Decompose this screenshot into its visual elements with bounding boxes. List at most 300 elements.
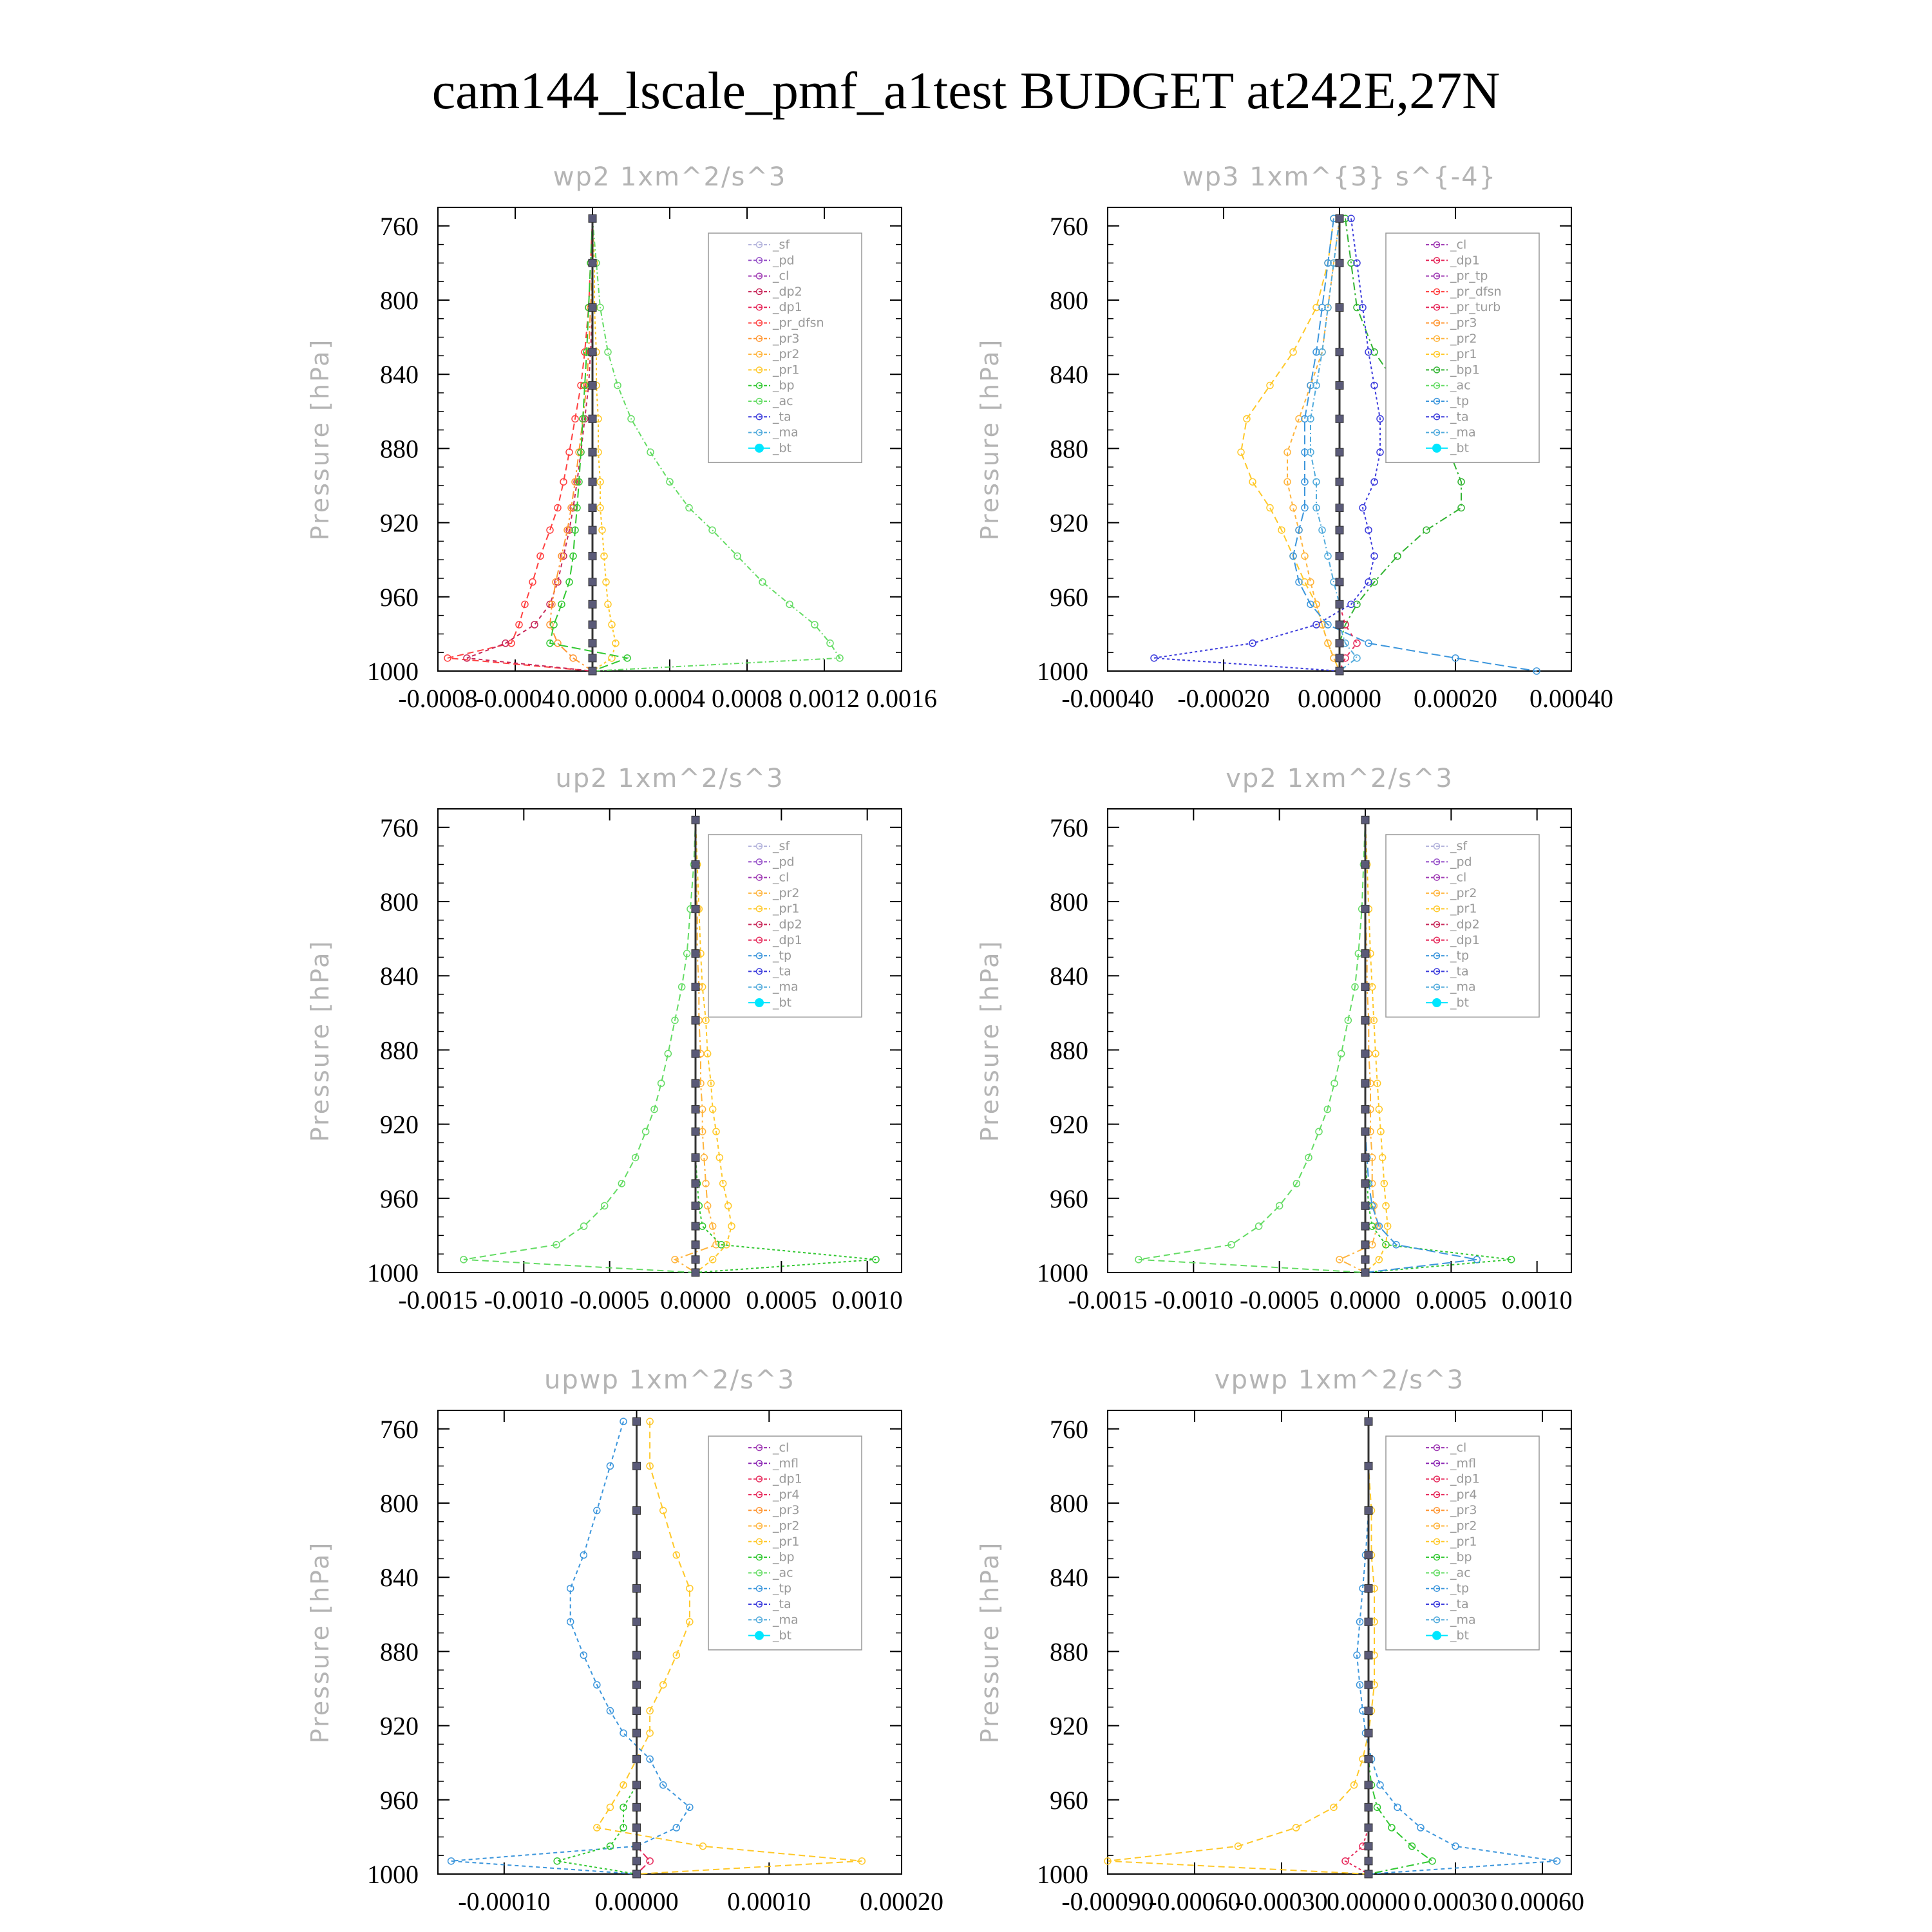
zero-profile-marker (589, 348, 596, 356)
legend (1386, 233, 1539, 462)
legend-label: _ta (1450, 1597, 1469, 1611)
chart-panel-5 (306, 1365, 943, 1916)
y-tick-label: 840 (380, 360, 419, 390)
data-point-tp (1394, 1804, 1401, 1810)
legend-label: _bt (773, 440, 792, 455)
zero-profile-marker (1336, 214, 1343, 222)
legend-label: _ac (1450, 1566, 1471, 1580)
x-tick-label: 0.00020 (860, 1887, 943, 1916)
legend-label: _cl (773, 269, 790, 283)
y-tick-label: 920 (1050, 1711, 1088, 1741)
zero-profile-marker (1361, 1128, 1369, 1135)
legend-label: _pr2 (1450, 1519, 1477, 1533)
legend-label: _pr2 (773, 1519, 800, 1533)
zero-profile-marker (633, 1729, 641, 1737)
zero-profile-marker (1365, 1681, 1372, 1689)
legend-marker (1432, 444, 1441, 453)
series-line-dp1 (448, 218, 592, 671)
legend-marker (1432, 998, 1441, 1007)
legend-label: _pr2 (773, 886, 800, 900)
chart-panel-6 (976, 1365, 1584, 1916)
data-point-pr1 (1267, 505, 1273, 511)
y-axis-label: Pressure [hPa] (306, 939, 334, 1142)
data-point-pr4 (647, 1858, 653, 1864)
y-tick-label: 960 (380, 1785, 419, 1815)
y-tick-label: 920 (1050, 508, 1088, 538)
y-axis-label: Pressure [hPa] (306, 337, 334, 541)
legend-label: _pr3 (773, 1503, 800, 1518)
x-tick-label: -0.0010 (1153, 1285, 1233, 1314)
zero-profile-marker (1365, 1824, 1372, 1832)
zero-profile-marker (1365, 1755, 1372, 1763)
panel-title: vpwp 1xm^2/s^3 (1214, 1365, 1465, 1395)
y-tick-label: 800 (1050, 1489, 1088, 1518)
zero-profile-marker (1361, 816, 1369, 824)
legend-label: _ma (1450, 425, 1476, 440)
y-tick-label: 760 (380, 1414, 419, 1444)
legend-label: _ta (773, 964, 791, 979)
panel-title: up2 1xm^2/s^3 (555, 764, 784, 793)
legend (708, 233, 862, 462)
legend-label: _ac (773, 394, 793, 408)
y-tick-label: 840 (1050, 360, 1088, 390)
y-tick-label: 840 (380, 961, 419, 991)
legend-label: _cl (1450, 238, 1467, 252)
x-tick-label: 0.0000 (1330, 1285, 1401, 1314)
legend-label: _ta (1450, 410, 1469, 424)
legend-label: _pd (773, 253, 795, 268)
zero-profile-marker (633, 1707, 641, 1715)
legend-label: _bt (1450, 440, 1470, 455)
zero-profile-marker (633, 1618, 641, 1625)
data-point-tp (620, 1730, 627, 1736)
y-tick-label: 920 (1050, 1110, 1088, 1139)
legend-label: _tp (773, 949, 792, 963)
x-tick-label: -0.0015 (1068, 1285, 1148, 1314)
y-tick-label: 1000 (367, 1258, 419, 1287)
x-tick-label: -0.00030 (1235, 1887, 1328, 1916)
x-tick-label: -0.0005 (1240, 1285, 1320, 1314)
legend-label: _tp (773, 1581, 792, 1596)
legend-label: _mfl (1450, 1456, 1476, 1471)
legend-label: _bt (1450, 996, 1470, 1010)
legend-label: _pr1 (773, 363, 800, 377)
data-point-ac (827, 640, 833, 647)
zero-profile-marker (589, 304, 596, 312)
data-point-dp1 (643, 1128, 649, 1135)
x-tick-label: 0.0005 (746, 1285, 817, 1314)
zero-profile-marker (692, 1106, 699, 1113)
legend-label: _pr_turb (1450, 300, 1501, 315)
zero-profile-marker (589, 578, 596, 586)
zero-profile-marker (1361, 1202, 1369, 1209)
legend-label: _mfl (773, 1456, 799, 1471)
y-tick-label: 1000 (1037, 657, 1088, 686)
zero-profile-marker (633, 1551, 641, 1559)
zero-profile-marker (589, 667, 596, 675)
zero-profile-marker (589, 621, 596, 629)
legend (1386, 835, 1539, 1017)
zero-profile-marker (1361, 1079, 1369, 1087)
zero-profile-marker (692, 1079, 699, 1087)
zero-profile-marker (1361, 1241, 1369, 1249)
data-point-ma (1354, 655, 1360, 661)
x-tick-label: 0.0005 (1416, 1285, 1487, 1314)
zero-profile-marker (1336, 578, 1343, 586)
x-tick-label: 0.0000 (660, 1285, 731, 1314)
zero-profile-marker (589, 552, 596, 560)
zero-profile-marker (1365, 1618, 1372, 1625)
panel-title: wp2 1xm^2/s^3 (553, 162, 787, 192)
y-tick-label: 1000 (1037, 1258, 1088, 1287)
legend-label: _bt (773, 996, 792, 1010)
x-tick-label: 0.00000 (594, 1887, 679, 1916)
zero-profile-marker (1365, 1584, 1372, 1592)
x-tick-label: 0.00000 (1298, 684, 1381, 713)
legend-label: _pr2 (1450, 331, 1477, 346)
zero-profile-marker (589, 259, 596, 267)
zero-profile-marker (1365, 1870, 1372, 1878)
zero-profile-marker (633, 1755, 641, 1763)
zero-profile-marker (1336, 348, 1343, 356)
legend-label: _pr_dfsn (773, 316, 824, 330)
data-point-tp (580, 1552, 587, 1558)
data-point-dp1 (529, 579, 536, 585)
zero-profile-marker (589, 415, 596, 422)
y-axis-label: Pressure [hPa] (976, 1540, 1004, 1744)
x-tick-label: 0.00040 (1530, 684, 1613, 713)
data-point-ac (709, 527, 715, 533)
legend-marker (1432, 1631, 1441, 1640)
y-tick-label: 800 (380, 286, 419, 315)
zero-profile-marker (1336, 504, 1343, 512)
zero-profile-marker (633, 1824, 641, 1832)
legend-label: _bp (1450, 1550, 1472, 1565)
legend-label: _dp2 (773, 284, 802, 299)
zero-profile-marker (589, 478, 596, 486)
legend-label: _dp1 (1450, 1472, 1480, 1486)
data-point-dp1 (1354, 640, 1360, 647)
zero-profile-marker (1336, 381, 1343, 389)
zero-profile-marker (692, 860, 699, 868)
y-tick-label: 840 (380, 1563, 419, 1593)
zero-profile-marker (692, 1153, 699, 1161)
legend-label: _ta (1450, 964, 1469, 979)
series-line-dp2 (467, 218, 592, 671)
legend-label: _dp1 (1450, 253, 1480, 268)
figure-title: cam144_lscale_pmf_a1test BUDGET at242E,27N (431, 61, 1501, 120)
y-axis-label: Pressure [hPa] (306, 1540, 334, 1744)
data-point-ac (786, 601, 793, 607)
data-point-dp1 (581, 1223, 587, 1229)
data-point-pr1 (607, 1804, 613, 1810)
legend-label: _pr1 (773, 902, 800, 916)
zero-profile-marker (1365, 1803, 1372, 1811)
legend-label: _bt (773, 1628, 792, 1643)
legend-label: _ac (773, 1566, 793, 1580)
y-tick-label: 960 (1050, 582, 1088, 612)
zero-profile-marker (1336, 600, 1343, 608)
zero-profile-marker (633, 1507, 641, 1515)
legend-label: _pr3 (1450, 316, 1477, 330)
legend-label: _tp (1450, 949, 1470, 963)
legend-label: _sf (773, 238, 790, 252)
legend-label: _pr1 (1450, 902, 1477, 916)
zero-profile-marker (1336, 478, 1343, 486)
legend-label: _pr3 (1450, 1503, 1477, 1518)
y-tick-label: 960 (1050, 1184, 1088, 1213)
x-tick-label: 0.00020 (1414, 684, 1497, 713)
zero-profile-marker (1365, 1842, 1372, 1850)
panel-title: upwp 1xm^2/s^3 (544, 1365, 795, 1395)
zero-profile-marker (1361, 1016, 1369, 1024)
zero-profile-marker (633, 1584, 641, 1592)
zero-profile-marker (1365, 1551, 1372, 1559)
zero-profile-marker (633, 1681, 641, 1689)
x-tick-label: 0.0004 (634, 684, 705, 713)
legend-label: _pr1 (773, 1534, 800, 1549)
data-point-pr1 (660, 1681, 667, 1688)
data-point-tp (1377, 1782, 1383, 1788)
zero-profile-marker (692, 905, 699, 913)
series-line-dp1 (464, 820, 696, 1273)
legend-label: _cl (773, 1441, 790, 1455)
x-tick-label: 0.00030 (1414, 1887, 1497, 1916)
legend-label: _dp1 (773, 1472, 802, 1486)
legend (1386, 1436, 1539, 1650)
y-tick-label: 840 (1050, 1563, 1088, 1593)
legend-label: _ma (1450, 1613, 1476, 1627)
zero-profile-marker (1336, 667, 1343, 675)
zero-profile-marker (692, 816, 699, 824)
legend-label: _pr2 (773, 347, 800, 362)
data-point-ac (686, 505, 692, 511)
x-tick-label: -0.0008 (398, 684, 478, 713)
chart-panels (306, 162, 1613, 1916)
data-point-bp (1388, 1824, 1395, 1831)
legend-label: _ma (773, 1613, 799, 1627)
zero-profile-marker (1361, 1106, 1369, 1113)
zero-profile-marker (633, 1857, 641, 1865)
legend-label: _bp1 (1450, 363, 1480, 377)
data-point-pr1 (1249, 478, 1256, 485)
series-line-tp (451, 1421, 690, 1874)
legend (708, 835, 862, 1017)
y-tick-label: 800 (1050, 887, 1088, 916)
legend-label: _pr3 (773, 331, 800, 346)
x-tick-label: -0.00060 (1148, 1887, 1241, 1916)
y-tick-label: 760 (1050, 211, 1088, 241)
legend-label: _ma (773, 980, 799, 994)
zero-profile-marker (1336, 448, 1343, 456)
zero-profile-marker (1336, 415, 1343, 422)
data-point-pr1 (1238, 449, 1244, 455)
legend-label: _dp1 (773, 933, 802, 947)
zero-profile-marker (1361, 1180, 1369, 1188)
y-tick-label: 920 (380, 1711, 419, 1741)
y-tick-label: 1000 (367, 1860, 419, 1889)
x-tick-label: -0.0015 (398, 1285, 478, 1314)
zero-profile-marker (589, 526, 596, 534)
x-tick-label: 0.00000 (1327, 1887, 1410, 1916)
zero-profile-marker (589, 381, 596, 389)
y-axis-label: Pressure [hPa] (976, 337, 1004, 541)
zero-profile-marker (692, 1016, 699, 1024)
zero-profile-marker (1361, 950, 1369, 958)
legend-label: _sf (773, 839, 790, 853)
y-tick-label: 920 (380, 508, 419, 538)
data-point-bp (1429, 1858, 1435, 1864)
zero-profile-marker (1365, 1651, 1372, 1659)
zero-profile-marker (1361, 860, 1369, 868)
zero-profile-marker (1365, 1417, 1372, 1425)
zero-profile-marker (1361, 1256, 1369, 1264)
legend-label: _cl (1450, 1441, 1467, 1455)
legend-label: _ma (773, 425, 799, 440)
zero-profile-marker (589, 654, 596, 662)
zero-profile-marker (1365, 1857, 1372, 1865)
y-tick-label: 920 (380, 1110, 419, 1139)
legend-label: _pr1 (1450, 347, 1477, 362)
series-line-bp (557, 1421, 637, 1874)
chart-panel-2 (976, 162, 1613, 713)
legend-marker (755, 998, 764, 1007)
legend-label: _ma (1450, 980, 1476, 994)
zero-profile-marker (1361, 1153, 1369, 1161)
zero-profile-marker (692, 1180, 699, 1188)
chart-panel-4 (976, 764, 1573, 1314)
legend-label: _pd (1450, 855, 1472, 869)
y-tick-label: 1000 (367, 657, 419, 686)
legend-label: _ta (773, 410, 791, 424)
data-point-bp1 (1394, 553, 1401, 559)
legend-label: _dp2 (1450, 917, 1480, 932)
y-axis-label: Pressure [hPa] (976, 939, 1004, 1142)
data-point-tp (673, 1824, 679, 1831)
zero-profile-marker (589, 504, 596, 512)
y-tick-label: 840 (1050, 961, 1088, 991)
zero-profile-marker (692, 1050, 699, 1057)
y-tick-label: 880 (1050, 434, 1088, 464)
x-tick-label: -0.00010 (458, 1887, 551, 1916)
y-tick-label: 800 (380, 887, 419, 916)
data-point-dp1 (1256, 1223, 1262, 1229)
zero-profile-marker (692, 983, 699, 990)
zero-profile-marker (589, 639, 596, 647)
x-tick-label: -0.00040 (1061, 684, 1154, 713)
legend-label: _pr_dfsn (1450, 284, 1502, 299)
y-tick-label: 800 (1050, 286, 1088, 315)
x-tick-label: 0.0010 (831, 1285, 903, 1314)
zero-profile-marker (633, 1842, 641, 1850)
x-tick-label: 0.00010 (727, 1887, 811, 1916)
y-tick-label: 1000 (1037, 1860, 1088, 1889)
zero-profile-marker (589, 448, 596, 456)
series-line-pr1 (1108, 1421, 1374, 1874)
x-tick-label: -0.00090 (1061, 1887, 1154, 1916)
legend-marker (755, 1631, 764, 1640)
x-tick-label: 0.0012 (789, 684, 860, 713)
data-point-dp1 (1276, 1202, 1283, 1209)
zero-profile-marker (692, 1128, 699, 1135)
zero-profile-marker (1336, 526, 1343, 534)
zero-profile-marker (1336, 654, 1343, 662)
y-tick-label: 760 (1050, 813, 1088, 842)
y-tick-label: 760 (1050, 1414, 1088, 1444)
panel-title: vp2 1xm^2/s^3 (1226, 764, 1454, 793)
zero-profile-marker (1361, 1222, 1369, 1230)
zero-profile-marker (1365, 1507, 1372, 1515)
zero-profile-marker (692, 1241, 699, 1249)
series-line-ta (1154, 218, 1380, 671)
zero-profile-marker (589, 600, 596, 608)
x-tick-label: -0.0004 (475, 684, 555, 713)
y-tick-label: 800 (380, 1489, 419, 1518)
y-tick-label: 880 (1050, 1637, 1088, 1667)
zero-profile-marker (1336, 621, 1343, 629)
legend-label: _pr4 (1450, 1487, 1477, 1502)
zero-profile-marker (1361, 905, 1369, 913)
legend-label: _pr2 (1450, 886, 1477, 900)
y-tick-label: 880 (380, 1036, 419, 1065)
legend-label: _bp (773, 378, 795, 393)
legend-label: _pd (773, 855, 795, 869)
zero-profile-marker (633, 1870, 641, 1878)
legend-label: _pr_tp (1450, 269, 1488, 283)
legend-label: _pr1 (1450, 1534, 1477, 1549)
zero-profile-marker (692, 1269, 699, 1276)
legend-label: _ac (1450, 378, 1471, 393)
series-line-ma (1311, 218, 1357, 671)
series-line-dp1 (1139, 820, 1365, 1273)
zero-profile-marker (692, 1202, 699, 1209)
data-point-bp (551, 621, 557, 628)
legend-marker (755, 444, 764, 453)
legend-label: _cl (1450, 870, 1467, 885)
x-tick-label: -0.0005 (570, 1285, 650, 1314)
x-tick-label: 0.0010 (1501, 1285, 1573, 1314)
chart-panel-1 (306, 162, 937, 713)
y-tick-label: 960 (380, 1184, 419, 1213)
zero-profile-marker (589, 214, 596, 222)
data-point-dp1 (1316, 1128, 1322, 1135)
y-tick-label: 960 (380, 582, 419, 612)
zero-profile-marker (1365, 1707, 1372, 1715)
legend-label: _dp1 (773, 300, 802, 315)
legend-label: _tp (1450, 1581, 1470, 1596)
legend-label: _bp (773, 1550, 795, 1565)
y-tick-label: 960 (1050, 1785, 1088, 1815)
x-tick-label: 0.0008 (712, 684, 782, 713)
zero-profile-marker (692, 950, 699, 958)
zero-profile-marker (1361, 983, 1369, 990)
legend-label: _pr4 (773, 1487, 800, 1502)
zero-profile-marker (633, 1417, 641, 1425)
x-tick-label: 0.0016 (866, 684, 937, 713)
legend-label: _ta (773, 1597, 791, 1611)
y-tick-label: 760 (380, 813, 419, 842)
chart-panel-3 (306, 764, 903, 1314)
y-tick-label: 880 (1050, 1036, 1088, 1065)
zero-profile-marker (633, 1462, 641, 1470)
legend-label: _tp (1450, 394, 1470, 408)
y-tick-label: 760 (380, 211, 419, 241)
y-tick-label: 880 (380, 434, 419, 464)
legend-label: _dp1 (1450, 933, 1480, 947)
zero-profile-marker (633, 1803, 641, 1811)
data-point-dp2 (531, 621, 538, 628)
zero-profile-marker (1365, 1781, 1372, 1789)
